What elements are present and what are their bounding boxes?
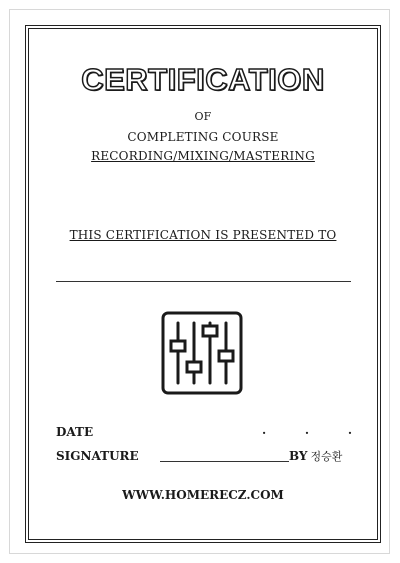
signed-by	[289, 448, 342, 464]
date-separator: .	[347, 423, 352, 437]
presented-to-text: THIS CERTIFICATION IS PRESENTED TO	[69, 228, 337, 242]
website-url: WWW.HOMERECZ.COM	[122, 488, 284, 502]
date-separator: .	[262, 423, 267, 437]
recipient-name-line	[56, 281, 351, 282]
signature-line	[160, 461, 289, 462]
mixer-sliders-icon	[161, 311, 243, 395]
completing-course-text: COMPLETING COURSE	[127, 130, 279, 144]
by-label: BY	[289, 449, 308, 463]
signer-name: 정승환	[310, 450, 343, 463]
course-name: RECORDING/MIXING/MASTERING	[91, 149, 315, 163]
date-label: DATE	[56, 425, 94, 439]
date-field	[262, 423, 352, 437]
certificate-title: CERTIFICATION	[81, 62, 325, 97]
of-text: OF	[194, 110, 212, 123]
date-separator: .	[304, 423, 310, 437]
signature-label: SIGNATURE	[56, 449, 139, 463]
